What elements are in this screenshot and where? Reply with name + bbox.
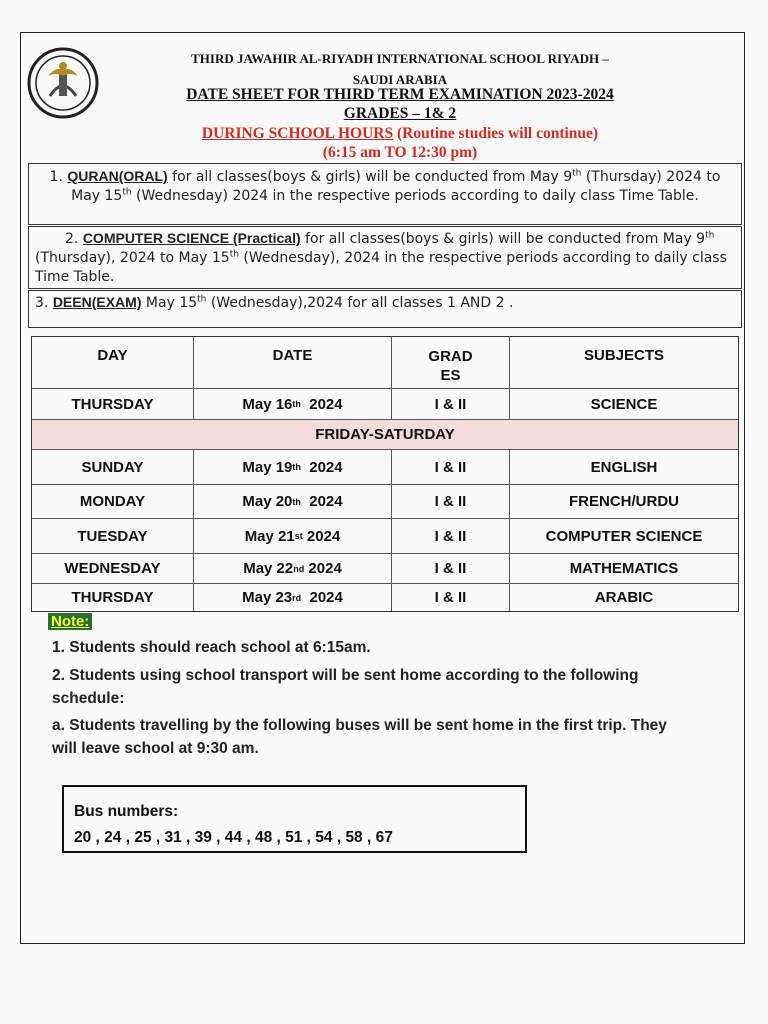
cell-date: May 20 th 2024 <box>194 485 392 518</box>
table-row <box>32 389 738 420</box>
ordinal-suffix: th <box>122 187 132 198</box>
instruction-text: May 15 <box>141 295 198 311</box>
cell-day: SUNDAY <box>32 450 194 484</box>
cell-day: WEDNESDAY <box>32 554 194 583</box>
bus-numbers-box <box>62 785 527 853</box>
table-row <box>32 554 738 584</box>
ordinal-suffix: th <box>572 168 582 179</box>
grades-heading: GRADES – 1& 2 <box>343 105 457 122</box>
exam-title: DATE SHEET FOR THIRD TERM EXAMINATION 2023-2024 <box>186 86 614 103</box>
table-header-row <box>32 337 738 389</box>
cell-date: May 19 th 2024 <box>194 450 392 484</box>
cell-grades: I & II <box>392 584 510 611</box>
instruction-text: for all classes(boys & girls) will be conducted from May 9 <box>167 169 573 185</box>
country-line: SAUDI ARABIA <box>352 72 448 87</box>
cell-day: THURSDAY <box>32 584 194 611</box>
hours-time: (6:15 am TO 12:30 pm) <box>322 144 478 161</box>
date-year: 2024 <box>300 493 343 510</box>
header-date: DATE <box>194 337 392 388</box>
hours-rest: (Routine studies will continue) <box>393 125 599 142</box>
cell-date: May 22 nd 2024 <box>194 554 392 583</box>
ordinal-suffix: th <box>229 249 239 260</box>
weekend-label: FRIDAY-SATURDAY <box>315 426 455 443</box>
date-year: 2024 <box>301 589 343 606</box>
table-row <box>32 519 738 554</box>
instruction-subject: QURAN(ORAL) <box>67 168 168 184</box>
date-text: May 16 <box>242 395 293 413</box>
ordinal-suffix: th <box>705 230 715 241</box>
instruction-text: (Wednesday), 2024 in the respective periods according to daily class Time Table. <box>35 250 727 285</box>
instruction-number: 3. <box>35 295 53 311</box>
date-text: May 21 <box>244 527 295 545</box>
note-1: 1. Students should reach school at 6:15am. <box>52 639 371 656</box>
header-grades-line1: GRAD <box>428 348 473 365</box>
cell-day: TUESDAY <box>32 519 194 553</box>
cell-date: May 23 rd 2024 <box>194 584 392 611</box>
school-hours-note <box>120 124 680 162</box>
cell-subject: ARABIC <box>594 589 654 606</box>
cell-grades: I & II <box>392 450 510 484</box>
header-grades <box>392 337 510 388</box>
hours-underlined: DURING SCHOOL HOURS <box>201 125 394 142</box>
header-day: DAY <box>32 337 194 388</box>
date-text: May 19 <box>242 458 293 476</box>
date-year: 2024 <box>302 527 341 545</box>
weekend-break-row <box>32 420 738 450</box>
instruction-text: (Wednesday),2024 for all classes 1 AND 2 . <box>206 295 514 311</box>
date-year: 2024 <box>304 560 342 577</box>
date-text: May 20 <box>242 493 293 510</box>
header-subjects: SUBJECTS <box>583 347 665 364</box>
cell-subject: COMPUTER SCIENCE <box>545 527 703 545</box>
instruction-text: (Thursday), 2024 to May 15 <box>35 250 230 266</box>
note-label: Note: <box>48 613 92 630</box>
school-name <box>120 48 680 90</box>
table-row <box>32 584 738 611</box>
note-2: 2. Students using school transport will be sent home according to the following schedule: <box>52 667 639 707</box>
exam-schedule-table <box>31 336 739 612</box>
instruction-subject: DEEN(EXAM) <box>52 294 142 310</box>
notes-section <box>52 636 692 760</box>
cell-subject: FRENCH/URDU <box>569 493 679 510</box>
cell-grades: I & II <box>392 519 510 553</box>
instruction-quran <box>28 163 742 225</box>
cell-subject: SCIENCE <box>590 395 658 413</box>
date-text: May 23 <box>242 589 293 606</box>
header-grades-line2: ES <box>440 367 461 384</box>
cell-grades: I & II <box>392 554 510 583</box>
cell-subject: ENGLISH <box>590 458 658 476</box>
date-text: May 22 <box>243 560 294 577</box>
table-row <box>32 450 738 485</box>
cell-day: THURSDAY <box>32 389 194 419</box>
instruction-subject: COMPUTER SCIENCE (Practical) <box>82 230 301 246</box>
cell-grades: I & II <box>392 389 510 419</box>
ordinal-suffix: th <box>197 294 207 305</box>
note-3: a. Students travelling by the following buses will be sent home in the first trip. They will leave school at 9:30 am. <box>52 717 667 757</box>
cell-date: May 21 st 2024 <box>194 519 392 553</box>
instruction-text: (Thursday) 2024 to May 15 <box>71 169 721 204</box>
cell-grades: I & II <box>392 485 510 518</box>
bus-numbers-list: 20 , 24 , 25 , 31 , 39 , 44 , 48 , 51 , 54 , 58 , 67 <box>74 829 393 846</box>
bus-numbers-label: Bus numbers: <box>74 803 179 820</box>
instruction-number: 1. <box>49 169 68 185</box>
instruction-text: for all classes(boys & girls) will be conducted from May 9 <box>300 231 706 247</box>
instruction-text: (Wednesday) 2024 in the respective periods according to daily class Time Table. <box>131 188 699 204</box>
school-line: THIRD JAWAHIR AL-RIYADH INTERNATIONAL SCHOOL RIYADH – <box>191 51 609 66</box>
cell-subject: MATHEMATICS <box>569 560 679 577</box>
table-row <box>32 485 738 519</box>
date-year: 2024 <box>300 458 343 476</box>
cell-date: May 16 th 2024 <box>194 389 392 419</box>
date-year: 2024 <box>300 395 343 413</box>
instruction-number: 2. <box>65 231 83 247</box>
instruction-computer-science <box>28 226 742 289</box>
school-logo <box>26 46 100 120</box>
cell-day: MONDAY <box>32 485 194 518</box>
instruction-deen <box>28 290 742 328</box>
